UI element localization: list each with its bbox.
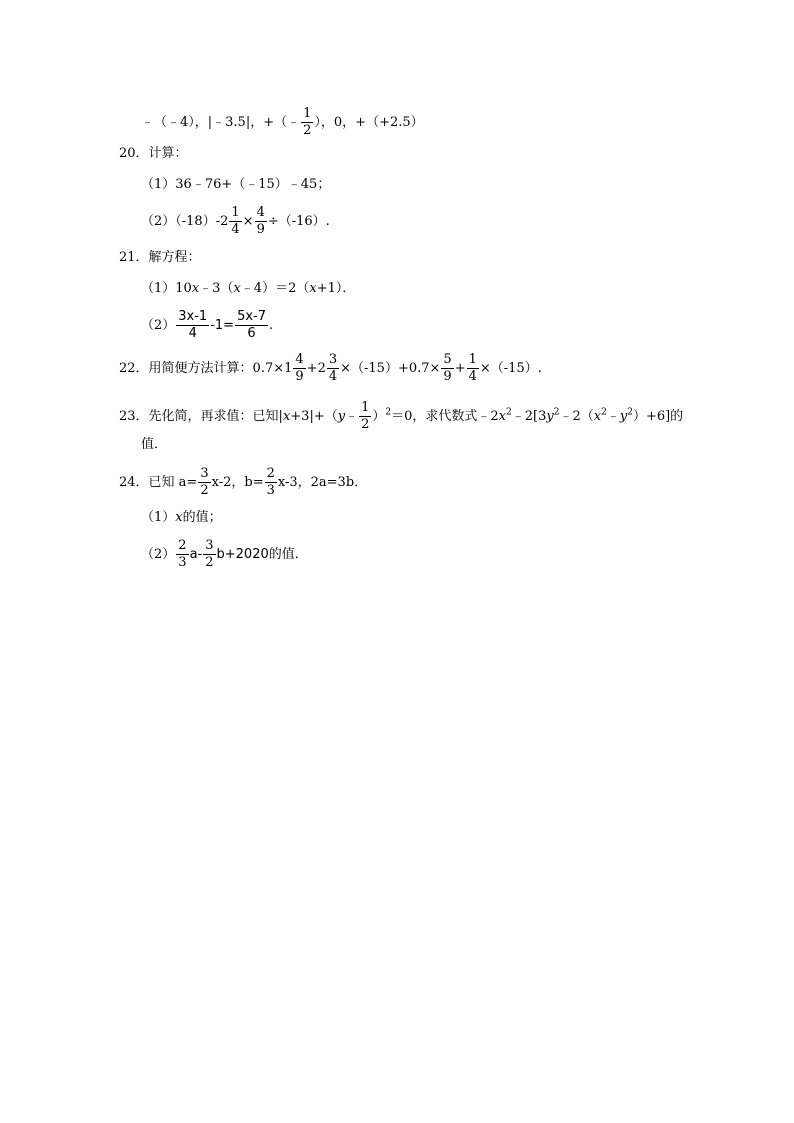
q21-p1-x3: x [309, 281, 317, 296]
q24-p2-frac2-den: 2 [205, 555, 214, 570]
q24-text-b: x-2，b= [211, 475, 264, 490]
q23-y3: y [619, 409, 628, 424]
q24-p2-frac1-num: 2 [178, 538, 187, 553]
q22-line [119, 352, 542, 385]
q20-p2-text-a: （2）（-18）-2 [141, 214, 229, 229]
q23-text-b: +3|+（ [290, 409, 338, 424]
q23-sq2: 2 [506, 407, 512, 418]
q24-p1-label: （1） [141, 510, 176, 525]
q24-frac2-num: 2 [266, 466, 275, 481]
q22-frac2-num: 1 [468, 352, 477, 367]
q23-x3: x [593, 409, 602, 424]
q20-p2-frac-num: 4 [256, 205, 265, 220]
q23-text-i: ）+6]的 [632, 409, 684, 424]
q24-frac1-num: 3 [200, 466, 209, 481]
q24-p1-text: 的值； [182, 510, 222, 525]
q23-text-g: ﹣2（ [559, 409, 594, 424]
q23-text-c: ﹣ [345, 409, 359, 424]
q20-p2-times: × [242, 214, 254, 229]
q24-part2 [141, 538, 308, 571]
q20-part1: （1）36﹣76+（﹣15）﹣45； [141, 177, 331, 192]
q20-p2-fraction [255, 205, 267, 238]
q22-frac2-den: 4 [468, 369, 477, 384]
q24-text-c: x-3，2a=3b． [277, 475, 368, 490]
q22-mixed1-num: 4 [295, 352, 304, 367]
q23-sq1: 2 [385, 407, 392, 418]
q24-p2-frac2 [203, 538, 215, 571]
q23-x2: x [498, 409, 507, 424]
q22-text-d: + [454, 361, 466, 376]
q20-p2-frac-den: 9 [256, 222, 265, 237]
q21-p1-b: ﹣3（ [199, 281, 234, 296]
q22-frac1-num: 5 [443, 352, 452, 367]
q21-p2-label: （2） [141, 318, 176, 333]
q21-p2-frac2 [235, 309, 268, 342]
q24-frac2 [265, 466, 277, 499]
q24-p2-mid: a- [189, 547, 203, 562]
q22-mixed1-den: 9 [295, 369, 304, 384]
q24-p1-x: x [175, 510, 183, 525]
q22-text-c: ×（-15）+0.7× [340, 361, 441, 376]
q21-p1-x2: x [233, 281, 241, 296]
q24-part1 [141, 510, 222, 526]
q22-text-e: ×（-15）. [479, 361, 542, 376]
q22-mixed2-num: 3 [328, 352, 338, 367]
q19-frac-den: 2 [303, 123, 312, 138]
q20-part2 [141, 205, 330, 238]
q23-y2: y [546, 409, 554, 424]
q23-text-f: ﹣2[3 [511, 409, 547, 424]
q21-p2-frac1 [176, 309, 209, 342]
q23-sq5: 2 [627, 407, 633, 418]
q19-text-b: ），0，+（+2.5） [314, 115, 424, 130]
q22-text-b: +2 [306, 361, 326, 376]
q21-p1-c: ﹣4）＝2（ [240, 281, 310, 296]
q23-sq4: 2 [601, 407, 607, 418]
q21-title: 21．解方程： [119, 250, 201, 265]
q24-p2-frac2-num: 3 [205, 538, 214, 553]
q23-text-h: ﹣ [606, 409, 620, 424]
q19-fraction [301, 106, 313, 139]
q23-line [119, 400, 683, 433]
q20-p2-mixed-fraction [229, 205, 241, 238]
q24-frac1 [198, 466, 210, 499]
q22-frac2 [467, 352, 479, 385]
q21-p2-mid: -1= [210, 318, 235, 333]
q23-frac-num: 1 [361, 400, 370, 415]
q21-p2-frac2-num: 5x-7 [237, 309, 267, 324]
q24-frac2-den: 3 [266, 483, 275, 498]
q23-frac-den: 2 [361, 417, 370, 432]
q21-p2-frac2-den: 6 [247, 326, 256, 341]
q19-number-list [141, 106, 424, 139]
q22-frac1-den: 9 [443, 369, 452, 384]
q21-p1-a: （1）10 [141, 281, 192, 296]
q24-p2-frac1 [176, 538, 188, 571]
q23-text-a: 23．先化简，再求值：已知| [119, 409, 283, 424]
q23-text-e: ＝0，求代数式﹣2 [391, 409, 499, 424]
q22-mixed1 [293, 352, 305, 385]
q21-p1-d: +1）． [316, 281, 356, 296]
q21-part2 [141, 309, 273, 342]
q24-p2-end: b+2020的值． [216, 547, 308, 562]
q23-text-d: ） [372, 409, 386, 424]
q23-continuation: 值． [141, 437, 168, 452]
q19-text-a: ﹣（﹣4），|﹣3.5|，+（ [141, 115, 288, 130]
q22-mixed2 [327, 352, 339, 385]
q24-p2-label: （2） [141, 547, 176, 562]
q20-title: 20．计算： [119, 146, 188, 161]
q24-line [119, 466, 367, 499]
q22-mixed2-den: 4 [328, 369, 338, 384]
q23-x1: x [282, 409, 291, 424]
q23-fraction [359, 400, 371, 433]
q20-p2-mixed-num: 1 [231, 205, 240, 220]
q22-text-a: 22．用简便方法计算：0.7×1 [119, 361, 293, 376]
q21-p1-x1: x [191, 281, 200, 296]
q24-p2-frac1-den: 3 [178, 555, 187, 570]
q21-p2-frac1-num: 3x-1 [178, 309, 208, 324]
q23-sq3: 2 [553, 407, 560, 418]
q21-part1 [141, 281, 355, 297]
q24-frac1-den: 2 [200, 483, 209, 498]
q24-text-a: 24．已知 a= [119, 475, 198, 490]
q21-p2-frac1-den: 4 [188, 326, 197, 341]
q22-frac1 [441, 352, 453, 385]
q21-p2-end: . [269, 318, 274, 333]
q19-frac-num: 1 [303, 106, 312, 121]
q20-p2-text-b: ÷（-16）. [267, 214, 330, 229]
q20-p2-mixed-den: 4 [231, 222, 240, 237]
q23-y1: y [337, 409, 346, 424]
q19-frac-sign: ﹣ [287, 115, 301, 130]
